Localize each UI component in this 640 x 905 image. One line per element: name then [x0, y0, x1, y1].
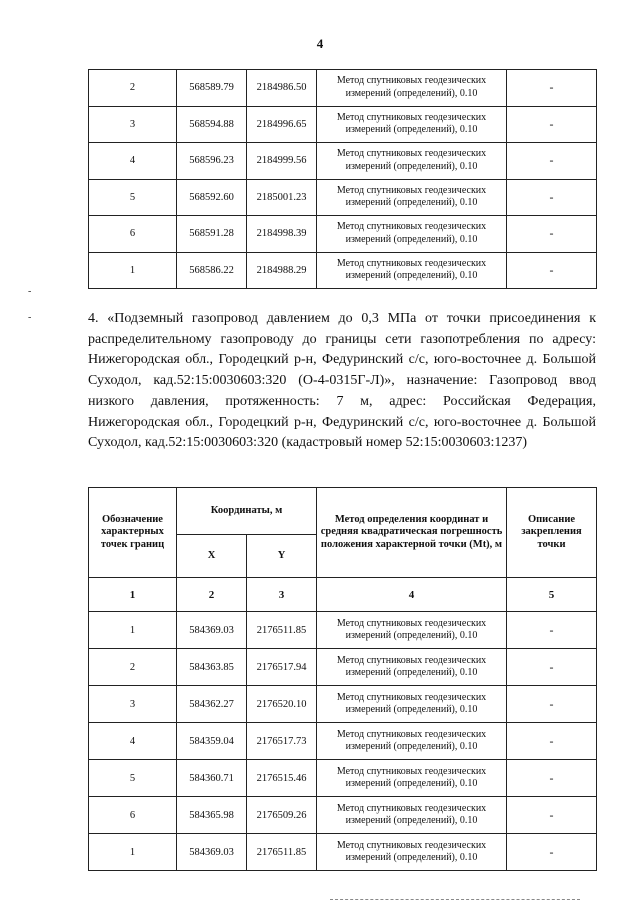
description-cell: -	[507, 686, 597, 723]
y-cell: 2176511.85	[247, 612, 317, 649]
table-row	[89, 760, 597, 797]
description-cell: -	[507, 179, 597, 216]
x-cell: 584369.03	[177, 834, 247, 871]
point-cell: 1	[89, 834, 177, 871]
x-cell: 568594.88	[177, 106, 247, 143]
column-numbers-row	[89, 578, 597, 612]
x-cell: 584363.85	[177, 649, 247, 686]
method-cell: Метод спутниковых геодезических измерений (определений), 0.10	[317, 252, 507, 289]
method-cell: Метод спутниковых геодезических измерений (определений), 0.10	[317, 70, 507, 107]
x-cell: 584365.98	[177, 797, 247, 834]
description-cell: -	[507, 612, 597, 649]
scan-artifact-line	[330, 899, 580, 901]
method-cell: Метод спутниковых геодезических измерений (определений), 0.10	[317, 612, 507, 649]
header-description: Описание закрепления точки	[507, 488, 597, 578]
description-cell: -	[507, 106, 597, 143]
table-row	[89, 834, 597, 871]
method-cell: Метод спутниковых геодезических измерений (определений), 0.10	[317, 686, 507, 723]
description-cell: -	[507, 723, 597, 760]
description-cell: -	[507, 760, 597, 797]
x-cell: 568591.28	[177, 216, 247, 253]
y-cell: 2185001.23	[247, 179, 317, 216]
y-cell: 2184998.39	[247, 216, 317, 253]
paragraph-text: 4. «Подземный газопровод давлением до 0,3 МПа от точки присоединения к распределительному газопроводу до границы сети газопотребления по адресу: Нижегородская обл., Городецкий р-н, Федуринский с/с, юго-восточнее д. Большой Суходол, кад.52:15:0030603:320 (О-4-0315Г-Л)», назначение: Газопровод ввод низкого давления, протяженность: 7 м, адрес: Российская Федерация, Нижегородская обл., Городецкий р-н, Федуринский с/с, юго-восточнее д. Большой Суходол, кад.52:15:0030603:320 (кадастровый номер 52:15:0030603:1237)	[88, 311, 596, 451]
coordinates-table	[88, 487, 597, 871]
x-cell: 584369.03	[177, 612, 247, 649]
method-cell: Метод спутниковых геодезических измерений (определений), 0.10	[317, 723, 507, 760]
x-cell: 584359.04	[177, 723, 247, 760]
table-row	[89, 686, 597, 723]
point-cell: 3	[89, 686, 177, 723]
object-description-paragraph	[88, 309, 596, 454]
header-row	[89, 488, 597, 535]
table-row	[89, 612, 597, 649]
header-method: Метод определения координат и средняя квадратическая погрешность положения характерной точки (Mt), м	[317, 488, 507, 578]
description-cell: -	[507, 649, 597, 686]
header-x: X	[177, 535, 247, 578]
method-cell: Метод спутниковых геодезических измерений (определений), 0.10	[317, 834, 507, 871]
method-cell: Метод спутниковых геодезических измерений (определений), 0.10	[317, 143, 507, 180]
method-cell: Метод спутниковых геодезических измерений (определений), 0.10	[317, 179, 507, 216]
x-cell: 568589.79	[177, 70, 247, 107]
header-coordinates: Координаты, м	[177, 488, 317, 535]
description-cell: -	[507, 834, 597, 871]
x-cell: 568586.22	[177, 252, 247, 289]
y-cell: 2184999.56	[247, 143, 317, 180]
table-row	[89, 649, 597, 686]
method-cell: Метод спутниковых геодезических измерений (определений), 0.10	[317, 760, 507, 797]
point-cell: 2	[89, 70, 177, 107]
x-cell: 568592.60	[177, 179, 247, 216]
method-cell: Метод спутниковых геодезических измерений (определений), 0.10	[317, 649, 507, 686]
y-cell: 2176517.94	[247, 649, 317, 686]
y-cell: 2176520.10	[247, 686, 317, 723]
point-cell: 5	[89, 760, 177, 797]
y-cell: 2184988.29	[247, 252, 317, 289]
table-row	[89, 797, 597, 834]
description-cell: -	[507, 70, 597, 107]
point-cell: 3	[89, 106, 177, 143]
method-cell: Метод спутниковых геодезических измерений (определений), 0.10	[317, 216, 507, 253]
description-cell: -	[507, 252, 597, 289]
point-cell: 6	[89, 797, 177, 834]
method-cell: Метод спутниковых геодезических измерений (определений), 0.10	[317, 106, 507, 143]
column-number: 4	[317, 578, 507, 612]
point-cell: 1	[89, 252, 177, 289]
description-cell: -	[507, 143, 597, 180]
y-cell: 2176509.26	[247, 797, 317, 834]
point-cell: 2	[89, 649, 177, 686]
description-cell: -	[507, 216, 597, 253]
point-cell: 4	[89, 143, 177, 180]
table-row	[89, 106, 597, 143]
table-row	[89, 216, 597, 253]
coordinates-table-continued	[88, 69, 597, 289]
x-cell: 584362.27	[177, 686, 247, 723]
column-number: 1	[89, 578, 177, 612]
table-row	[89, 252, 597, 289]
column-number: 3	[247, 578, 317, 612]
table-row	[89, 143, 597, 180]
table-row	[89, 179, 597, 216]
y-cell: 2184986.50	[247, 70, 317, 107]
y-cell: 2176515.46	[247, 760, 317, 797]
description-cell: -	[507, 797, 597, 834]
y-cell: 2176511.85	[247, 834, 317, 871]
header-y: Y	[247, 535, 317, 578]
table-row	[89, 70, 597, 107]
x-cell: 568596.23	[177, 143, 247, 180]
y-cell: 2176517.73	[247, 723, 317, 760]
point-cell: 5	[89, 179, 177, 216]
point-cell: 1	[89, 612, 177, 649]
y-cell: 2184996.65	[247, 106, 317, 143]
column-number: 5	[507, 578, 597, 612]
column-number: 2	[177, 578, 247, 612]
method-cell: Метод спутниковых геодезических измерений (определений), 0.10	[317, 797, 507, 834]
x-cell: 584360.71	[177, 760, 247, 797]
page-number: 4	[316, 36, 324, 51]
point-cell: 4	[89, 723, 177, 760]
table-row	[89, 723, 597, 760]
point-cell: 6	[89, 216, 177, 253]
margin-mark: -	[28, 286, 32, 297]
margin-mark: -	[28, 312, 32, 323]
header-designation: Обозначение характерных точек границ	[89, 488, 177, 578]
